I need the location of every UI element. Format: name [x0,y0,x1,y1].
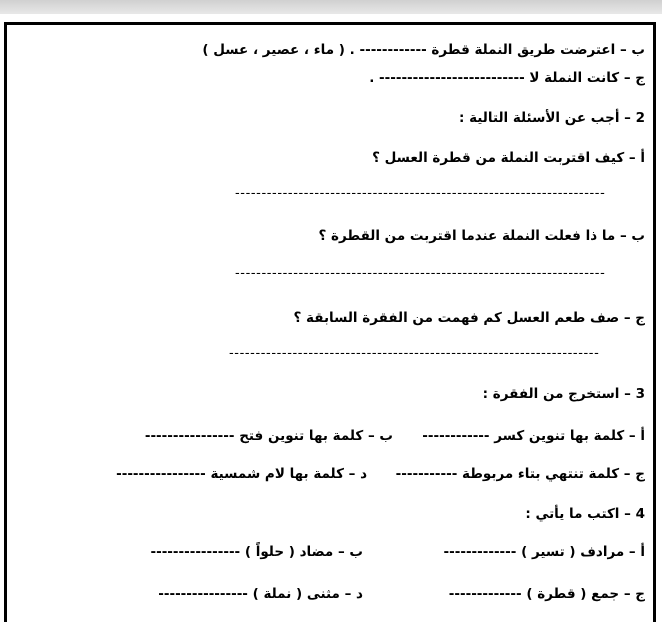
q3-item-a: أ – كلمة بها تنوين كسر ------------ [422,428,645,444]
q4-item-c: ج – جمع ( قطرة ) ------------- [448,586,645,602]
window-top-strip [0,0,662,14]
q2-question-b: ب – ما ذا فعلت النملة عندما اقتربت من القطرة ؟ [318,228,645,244]
q3-title: 3 – استخرج من الفقرة : [482,386,645,402]
q4-item-b: ب – مضاد ( حلواً ) ---------------- [150,544,363,560]
q2-answer-line-b: ---------------------------------------------------------------------- [235,266,606,281]
q2-question-a: أ – كيف اقتربت النملة من قطرة العسل ؟ [372,150,645,166]
q4-item-a: أ – مرادف ( تسير ) ------------- [443,544,645,560]
q4-title: 4 – اكتب ما يأتي : [525,506,645,522]
q2-question-c: ج – صف طعم العسل كم فهمت من الفقرة السابقة ؟ [293,310,645,326]
q3-item-b: ب – كلمة بها تنوين فتح ---------------- [144,428,393,444]
q3-item-d: د – كلمة بها لام شمسية ---------------- [116,466,367,482]
worksheet-page [4,22,656,622]
q1-item-c: ج – كانت النملة لا -------------------------- . [369,70,645,86]
q2-answer-line-a: ---------------------------------------------------------------------- [235,186,606,201]
q2-title: 2 – أجب عن الأسئلة التالية : [459,110,645,126]
q1-item-b: ب – اعترضت طريق النملة قطرة ------------ . ( ماء ، عصير ، عسل ) [202,42,645,58]
q2-answer-line-c: ---------------------------------------------------------------------- [229,346,600,361]
q3-item-c: ج – كلمة تنتهي بتاء مربوطة ----------- [395,466,645,482]
q4-item-d: د – مثنى ( نملة ) ---------------- [158,586,363,602]
